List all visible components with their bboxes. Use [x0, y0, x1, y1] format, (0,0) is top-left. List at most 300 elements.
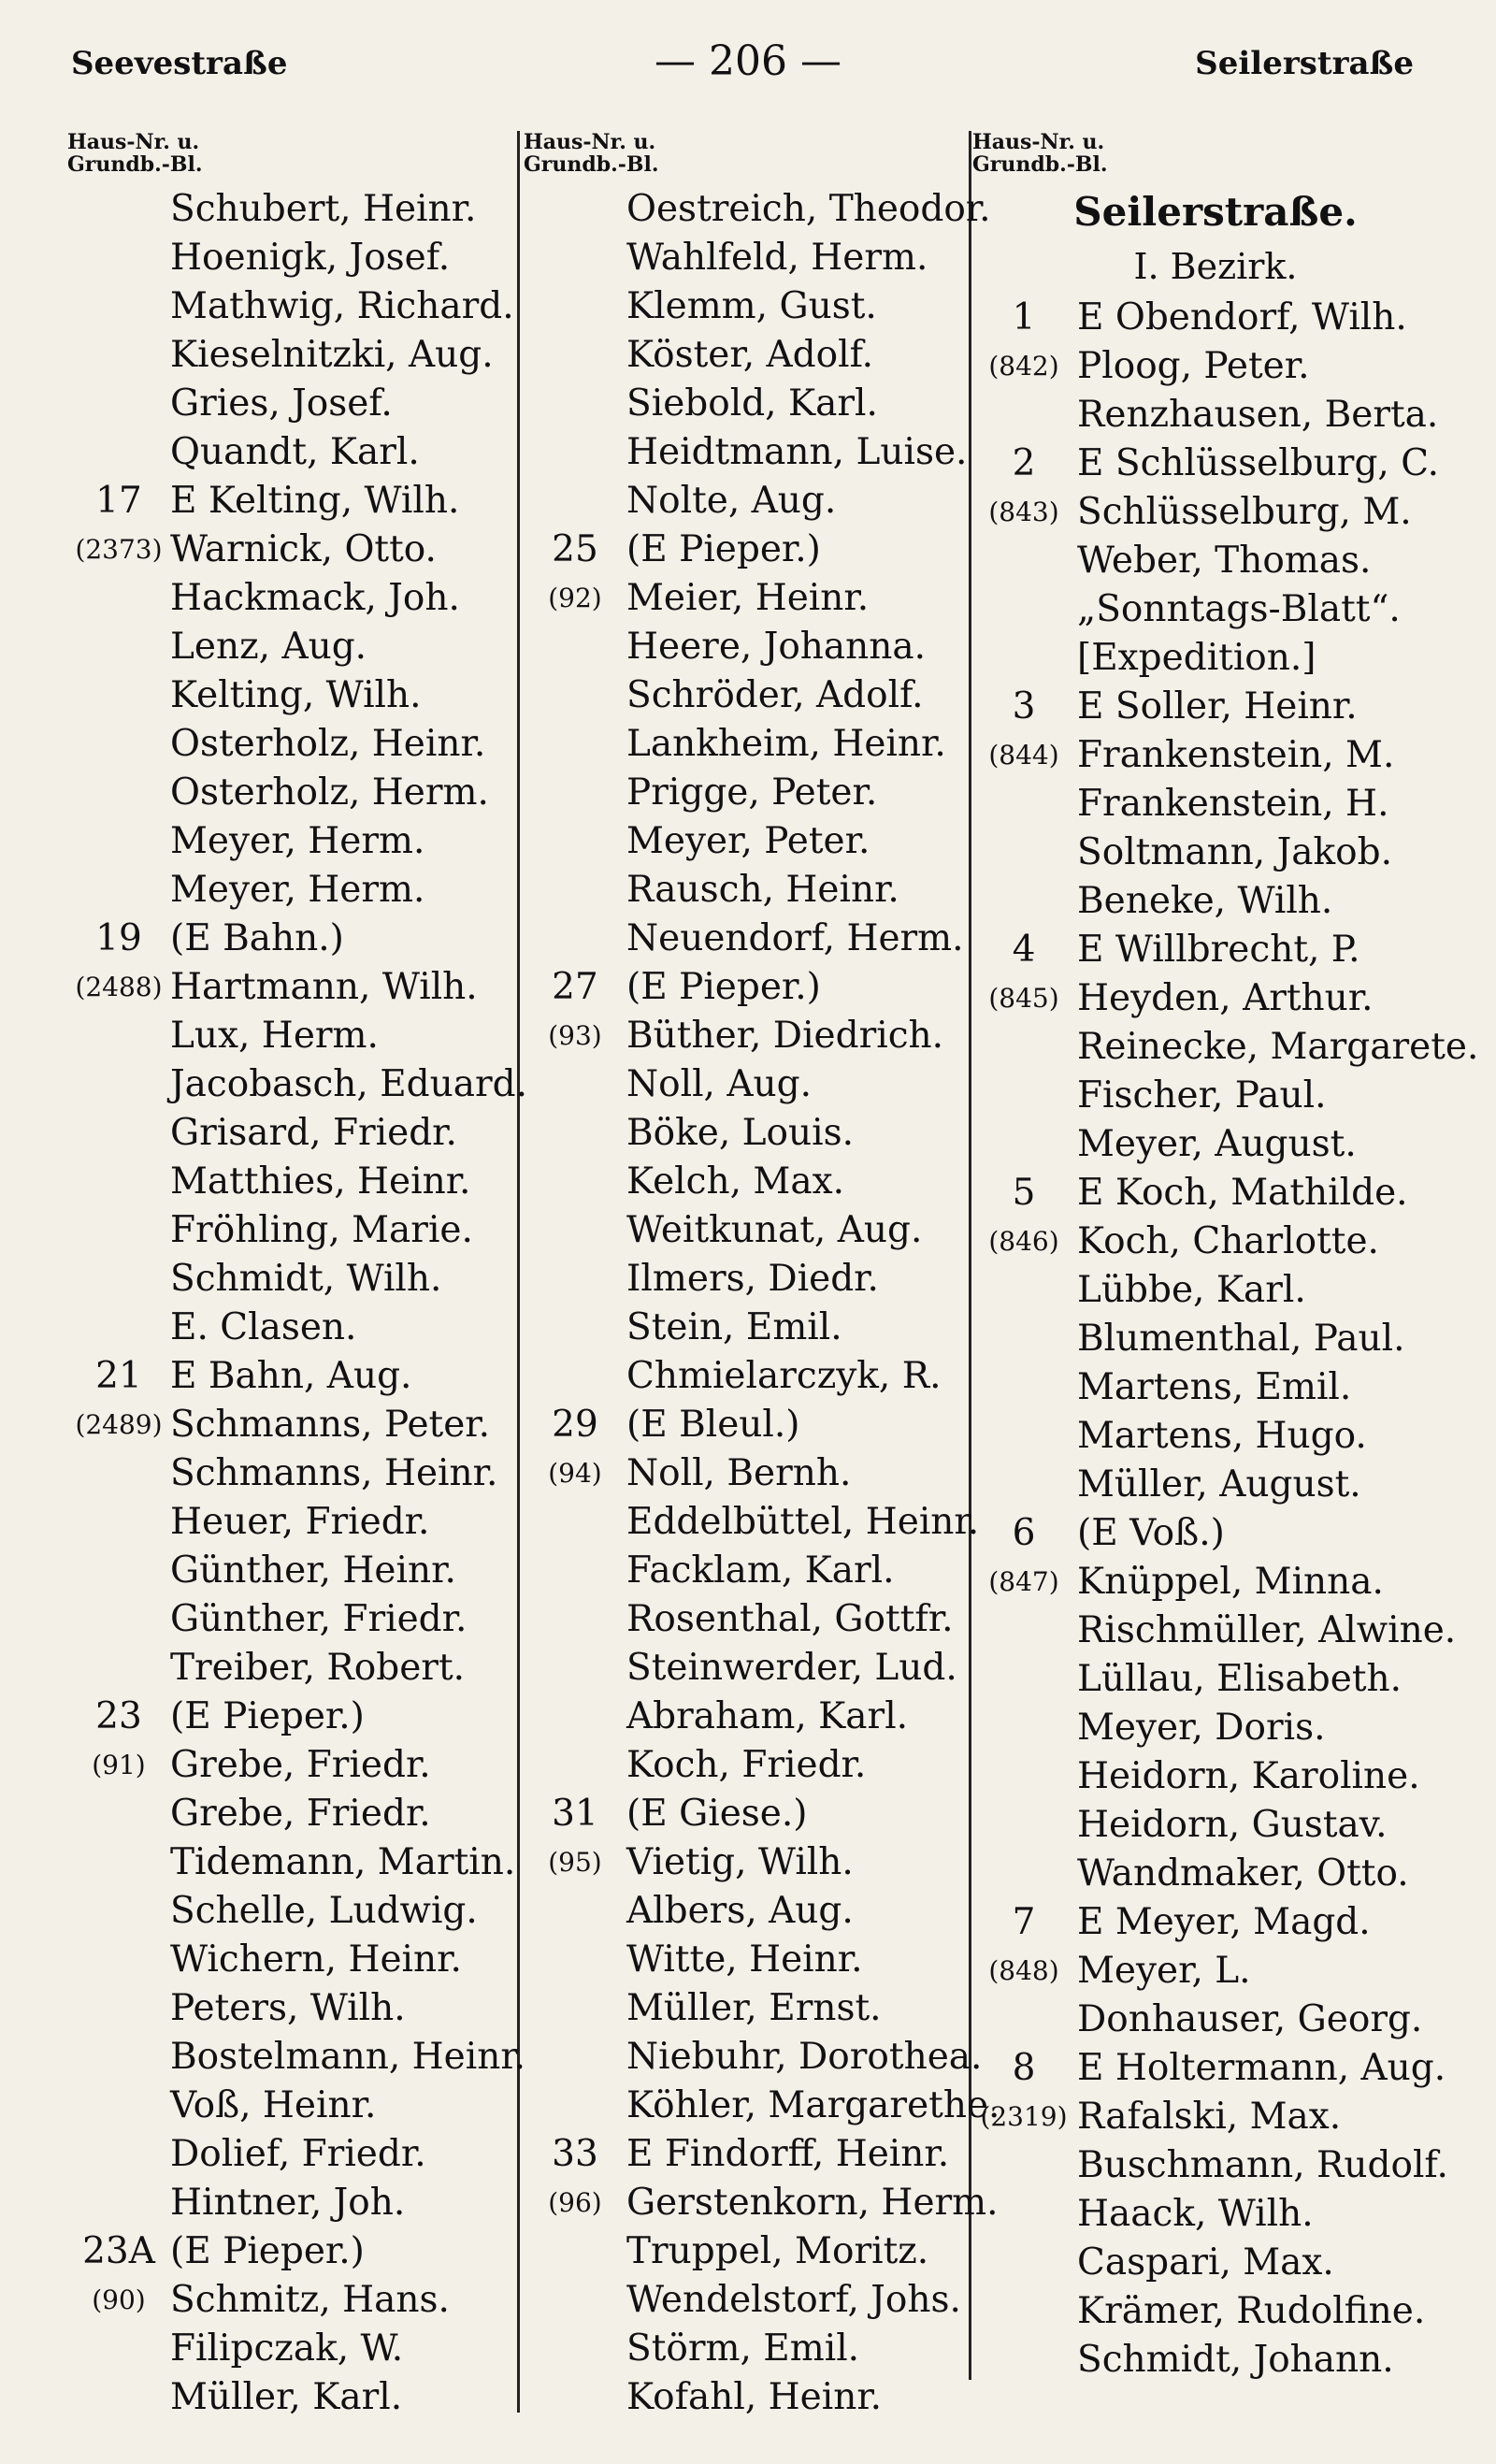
resident-name: Bostelmann, Heinr. — [170, 2036, 526, 2078]
resident-name: Haack, Wilh. — [1077, 2193, 1314, 2235]
directory-entry — [972, 877, 1459, 926]
directory-entry — [67, 2033, 535, 2082]
house-number: 1 — [1012, 296, 1036, 339]
resident-name: Hoenigk, Josef. — [170, 237, 451, 279]
directory-entry — [67, 1449, 535, 1498]
directory-entry — [524, 1158, 991, 1206]
house-number: 29 — [552, 1404, 598, 1446]
resident-name: (E Bleul.) — [626, 1404, 800, 1446]
directory-entry — [972, 634, 1459, 683]
resident-name: Meyer, Herm. — [170, 820, 425, 862]
directory-entry — [67, 1498, 535, 1547]
resident-name: Büther, Diedrich. — [626, 1015, 944, 1057]
resident-name: Noll, Bernh. — [626, 1452, 852, 1494]
directory-entry — [524, 1887, 991, 1936]
directory-entry — [524, 1012, 991, 1060]
house-number: 2 — [1012, 442, 1036, 484]
resident-name: Böke, Louis. — [626, 1112, 855, 1154]
resident-name: Kelch, Max. — [626, 1160, 844, 1203]
directory-entry — [67, 2325, 535, 2373]
resident-name: Hackmack, Joh. — [170, 577, 460, 619]
resident-name: Rosenthal, Gottfr. — [626, 1598, 954, 1640]
resident-name: Facklam, Karl. — [626, 1549, 895, 1592]
resident-name: Rafalski, Max. — [1077, 2096, 1342, 2138]
district-heading: I. Bezirk. — [1133, 246, 1298, 287]
resident-name: Koch, Charlotte. — [1077, 1220, 1379, 1262]
resident-name: Matthies, Heinr. — [170, 1160, 471, 1203]
resident-name: Ploog, Peter. — [1077, 345, 1310, 387]
resident-name: Kieselnitzki, Aug. — [170, 334, 494, 376]
directory-entry — [524, 720, 991, 769]
house-number: 33 — [552, 2133, 598, 2175]
directory-entry — [972, 2336, 1459, 2385]
directory-entry — [972, 488, 1459, 537]
resident-name: E Meyer, Magd. — [1077, 1901, 1371, 1943]
resident-name: (E Pieper.) — [626, 966, 821, 1008]
resident-name: E Willbrecht, P. — [1077, 929, 1360, 971]
directory-entry — [524, 2130, 991, 2179]
directory-entry — [972, 683, 1459, 731]
resident-name: Lenz, Aug. — [170, 626, 367, 668]
directory-entry — [67, 963, 535, 1012]
directory-entry — [972, 1023, 1479, 1072]
directory-entry — [524, 1741, 991, 1790]
directory-entry — [972, 1363, 1459, 1412]
directory-entry — [67, 1887, 535, 1936]
resident-name: Oestreich, Theodor. — [626, 188, 991, 230]
directory-entry — [972, 974, 1459, 1023]
land-register-number: (846) — [988, 1226, 1059, 1257]
resident-name: Günther, Heinr. — [170, 1549, 456, 1592]
resident-name: Jacobasch, Eduard. — [170, 1063, 528, 1105]
resident-name: E Findorff, Heinr. — [626, 2133, 950, 2175]
land-register-number: (844) — [988, 740, 1059, 771]
resident-name: Albers, Aug. — [626, 1890, 854, 1932]
directory-entry — [524, 915, 991, 963]
resident-name: Filipczak, W. — [170, 2327, 404, 2370]
resident-name: Neuendorf, Herm. — [626, 917, 964, 959]
resident-name: Heere, Johanna. — [626, 626, 927, 668]
resident-name: Quandt, Karl. — [170, 431, 420, 473]
directory-entry — [972, 1801, 1459, 1850]
directory-entry — [67, 2130, 535, 2179]
directory-entry — [524, 623, 991, 671]
directory-entry — [67, 1158, 535, 1206]
land-register-number: (92) — [548, 583, 602, 613]
column-header: Haus-Nr. u. Grundb.-Bl. — [972, 130, 1108, 177]
directory-entry — [67, 477, 535, 526]
directory-entry — [67, 1255, 535, 1304]
resident-name: Schubert, Heinr. — [170, 188, 477, 230]
directory-entry — [67, 428, 535, 477]
directory-entry — [972, 1752, 1459, 1801]
resident-name: Eddelbüttel, Heinr. — [626, 1501, 980, 1543]
directory-entry — [67, 1984, 535, 2033]
directory-entry — [524, 1984, 991, 2033]
house-number: 17 — [95, 480, 142, 522]
directory-entry — [67, 1401, 535, 1449]
resident-name: Schmanns, Heinr. — [170, 1452, 498, 1494]
directory-entry — [67, 1304, 535, 1352]
directory-entry — [524, 185, 991, 234]
directory-entry — [67, 2373, 535, 2422]
resident-name: (E Pieper.) — [170, 1695, 365, 1737]
directory-entry — [67, 1790, 535, 1838]
resident-name: Steinwerder, Lud. — [626, 1647, 957, 1689]
directory-entry — [524, 1206, 991, 1255]
directory-entry — [524, 1401, 991, 1449]
directory-entry — [524, 2179, 999, 2227]
running-head-right: Seilerstraße — [1195, 45, 1414, 82]
resident-name: Gries, Josef. — [170, 382, 393, 425]
directory-entry — [524, 331, 991, 380]
resident-name: Lübbe, Karl. — [1077, 1269, 1306, 1311]
resident-name: Meyer, L. — [1077, 1950, 1251, 1992]
resident-name: Schlüsselburg, M. — [1077, 491, 1412, 533]
resident-name: Hartmann, Wilh. — [170, 966, 478, 1008]
directory-entry — [972, 1072, 1459, 1120]
directory-entry — [524, 1936, 991, 1984]
directory-entry — [524, 817, 991, 866]
resident-name: Meyer, Doris. — [1077, 1707, 1326, 1749]
directory-entry — [972, 1266, 1459, 1315]
resident-name: Peters, Wilh. — [170, 1987, 406, 2029]
directory-entry — [67, 574, 535, 623]
resident-name: Müller, Karl. — [170, 2376, 403, 2418]
resident-name: Noll, Aug. — [626, 1063, 812, 1105]
directory-entry — [524, 1109, 991, 1158]
directory-entry — [524, 1255, 991, 1304]
directory-entry — [972, 294, 1459, 342]
resident-name: E Koch, Mathilde. — [1077, 1172, 1408, 1214]
resident-name: Grebe, Friedr. — [170, 1744, 431, 1786]
directory-entry — [67, 282, 535, 331]
resident-name: Weber, Thomas. — [1077, 540, 1372, 582]
resident-name: Schmitz, Hans. — [170, 2279, 450, 2321]
house-number: 25 — [552, 528, 598, 570]
resident-name: (E Pieper.) — [626, 528, 821, 570]
resident-name: Soltmann, Jakob. — [1077, 831, 1392, 873]
resident-name: [Expedition.] — [1077, 637, 1316, 679]
resident-name: Chmielarczyk, R. — [626, 1355, 942, 1397]
directory-entry — [524, 1060, 991, 1109]
directory-entry — [67, 915, 535, 963]
resident-name: Hintner, Joh. — [170, 2182, 406, 2224]
resident-name: Heidorn, Gustav. — [1077, 1804, 1388, 1846]
directory-entry — [524, 2227, 991, 2276]
directory-entry — [524, 2276, 991, 2325]
resident-name: Renzhausen, Berta. — [1077, 394, 1439, 436]
resident-name: Knüppel, Minna. — [1077, 1561, 1384, 1603]
resident-name: Krämer, Rudolfine. — [1077, 2290, 1426, 2332]
resident-name: E. Clasen. — [170, 1306, 357, 1348]
resident-name: Köster, Adolf. — [626, 334, 874, 376]
entry-list — [524, 185, 1000, 2422]
resident-name: Beneke, Wilh. — [1077, 880, 1333, 922]
directory-entry — [524, 2325, 991, 2373]
directory-entry — [524, 2033, 991, 2082]
directory-entry — [524, 866, 991, 915]
directory-entry — [67, 2276, 535, 2325]
directory-entry — [67, 1693, 535, 1741]
resident-name: Grebe, Friedr. — [170, 1793, 431, 1835]
resident-name: Siebold, Karl. — [626, 382, 878, 425]
directory-entry — [972, 2287, 1459, 2336]
resident-name: (E Voß.) — [1077, 1512, 1225, 1554]
directory-entry — [972, 1704, 1459, 1752]
resident-name: Heuer, Friedr. — [170, 1501, 430, 1543]
resident-name: Kofahl, Heinr. — [626, 2376, 883, 2418]
directory-entry — [972, 1412, 1459, 1461]
directory-entry — [524, 282, 991, 331]
house-number: 21 — [95, 1355, 142, 1397]
directory-entry — [524, 380, 991, 428]
resident-name: Heidtmann, Luise. — [626, 431, 968, 473]
directory-entry — [524, 1790, 991, 1838]
resident-name: Koch, Friedr. — [626, 1744, 867, 1786]
land-register-number: (2488) — [75, 972, 163, 1002]
land-register-number: (2489) — [75, 1409, 163, 1440]
directory-entry — [524, 1693, 991, 1741]
running-head-left: Seevestraße — [71, 45, 288, 82]
directory-entry — [972, 2093, 1459, 2141]
directory-entry — [67, 234, 535, 282]
directory-column-3 — [972, 130, 1479, 2385]
resident-name: Niebuhr, Dorothea. — [626, 2036, 983, 2078]
house-number: 3 — [1012, 685, 1036, 728]
directory-entry — [972, 1607, 1459, 1655]
land-register-number: (95) — [548, 1847, 602, 1878]
directory-entry — [972, 780, 1459, 829]
directory-entry — [67, 2082, 535, 2130]
directory-entry — [972, 1655, 1459, 1704]
directory-entry — [972, 1947, 1459, 1996]
directory-entry — [67, 1644, 535, 1693]
resident-name: Heidorn, Karoline. — [1077, 1755, 1420, 1797]
resident-name: Osterholz, Heinr. — [170, 723, 486, 765]
resident-name: E Schlüsselburg, C. — [1077, 442, 1440, 484]
resident-name: Weitkunat, Aug. — [626, 1209, 923, 1251]
land-register-number: (842) — [988, 351, 1059, 382]
directory-entry — [972, 585, 1459, 634]
resident-name: Müller, Ernst. — [626, 1987, 882, 2029]
directory-entry — [972, 1509, 1459, 1558]
resident-name: Grisard, Friedr. — [170, 1112, 457, 1154]
resident-name: Schröder, Adolf. — [626, 674, 924, 716]
resident-name: E Bahn, Aug. — [170, 1355, 412, 1397]
resident-name: Tidemann, Martin. — [170, 1841, 516, 1883]
resident-name: E Holtermann, Aug. — [1077, 2047, 1446, 2089]
resident-name: Warnick, Otto. — [170, 528, 437, 570]
directory-entry — [524, 1449, 991, 1498]
land-register-number: (96) — [548, 2187, 602, 2218]
resident-name: Meyer, Peter. — [626, 820, 870, 862]
directory-entry — [972, 439, 1459, 488]
house-number: 23 — [95, 1695, 142, 1737]
directory-entry — [524, 526, 991, 574]
directory-entry — [972, 731, 1459, 780]
resident-name: Vietig, Wilh. — [626, 1841, 854, 1883]
resident-name: Wandmaker, Otto. — [1077, 1852, 1409, 1895]
directory-entry — [67, 1012, 535, 1060]
land-register-number: (94) — [548, 1458, 602, 1489]
directory-entry — [972, 391, 1459, 439]
resident-name: Reinecke, Margarete. — [1077, 1026, 1479, 1068]
land-register-number: (2319) — [980, 2101, 1068, 2132]
directory-entry — [972, 1169, 1459, 1218]
directory-entry — [67, 1206, 535, 1255]
resident-name: Caspari, Max. — [1077, 2241, 1334, 2284]
house-number: 31 — [552, 1793, 598, 1835]
directory-entry — [524, 234, 991, 282]
directory-entry — [524, 1547, 991, 1595]
resident-name: Frankenstein, M. — [1077, 734, 1395, 776]
directory-entry — [972, 2044, 1459, 2093]
directory-column-2 — [524, 130, 1000, 2422]
resident-name: Abraham, Karl. — [626, 1695, 909, 1737]
land-register-number: (91) — [92, 1750, 146, 1780]
resident-name: Donhauser, Georg. — [1077, 1998, 1423, 2040]
resident-name: E Obendorf, Wilh. — [1077, 296, 1407, 339]
land-register-number: (848) — [988, 1955, 1059, 1986]
land-register-number: (93) — [548, 1020, 602, 1051]
resident-name: Schmidt, Wilh. — [170, 1258, 442, 1300]
land-register-number: (845) — [988, 983, 1059, 1014]
resident-name: Störm, Emil. — [626, 2327, 860, 2370]
directory-entry — [67, 866, 535, 915]
resident-name: Fischer, Paul. — [1077, 1074, 1327, 1117]
resident-name: Dolief, Friedr. — [170, 2133, 426, 2175]
resident-name: Wendelstorf, Johs. — [626, 2279, 961, 2321]
resident-name: (E Pieper.) — [170, 2230, 365, 2272]
directory-entry — [524, 1352, 991, 1401]
directory-entry — [972, 1898, 1459, 1947]
resident-name: Rischmüller, Alwine. — [1077, 1609, 1457, 1651]
directory-entry — [67, 817, 535, 866]
resident-name: Müller, August. — [1077, 1463, 1361, 1506]
resident-name: Buschmann, Rudolf. — [1077, 2144, 1448, 2186]
street-heading: Seilerstraße. — [1073, 189, 1358, 235]
land-register-number: (90) — [92, 2284, 146, 2315]
directory-entry — [524, 1498, 991, 1547]
resident-name: Köhler, Margarethe. — [626, 2084, 1000, 2126]
land-register-number: (843) — [988, 497, 1059, 527]
directory-entry — [67, 1352, 535, 1401]
directory-entry — [524, 2082, 1000, 2130]
directory-entry — [67, 380, 535, 428]
directory-entry — [67, 623, 535, 671]
entry-list — [67, 185, 535, 2422]
directory-entry — [972, 1996, 1459, 2044]
resident-name: Meier, Heinr. — [626, 577, 870, 619]
resident-name: Schelle, Ludwig. — [170, 1890, 478, 1932]
house-number: 23A — [82, 2230, 155, 2272]
resident-name: Wahlfeld, Herm. — [626, 237, 928, 279]
resident-name: Klemm, Gust. — [626, 285, 877, 327]
directory-entry — [67, 769, 535, 817]
house-number: 8 — [1012, 2047, 1036, 2089]
directory-entry — [67, 671, 535, 720]
directory-entry — [524, 428, 991, 477]
page-number: — 206 — — [654, 37, 842, 85]
column-header: Haus-Nr. u. Grundb.-Bl. — [524, 130, 659, 177]
directory-entry — [972, 537, 1459, 585]
resident-name: Treiber, Robert. — [170, 1647, 466, 1689]
resident-name: Frankenstein, H. — [1077, 783, 1389, 825]
resident-name: Günther, Friedr. — [170, 1598, 468, 1640]
resident-name: Kelting, Wilh. — [170, 674, 422, 716]
resident-name: Meyer, August. — [1077, 1123, 1357, 1165]
directory-entry — [67, 720, 535, 769]
directory-entry — [972, 926, 1459, 974]
resident-name: E Kelting, Wilh. — [170, 480, 460, 522]
land-register-number: (847) — [988, 1566, 1059, 1597]
directory-entry — [524, 477, 991, 526]
resident-name: Lüllau, Elisabeth. — [1077, 1658, 1402, 1700]
directory-entry — [524, 574, 991, 623]
directory-entry — [67, 2179, 535, 2227]
directory-entry — [67, 526, 535, 574]
directory-entry — [67, 1741, 535, 1790]
resident-name: Gerstenkorn, Herm. — [626, 2182, 999, 2224]
directory-entry — [524, 1595, 991, 1644]
resident-name: Witte, Heinr. — [626, 1938, 863, 1981]
directory-entry — [524, 1304, 991, 1352]
directory-entry — [67, 331, 535, 380]
directory-entry — [67, 1936, 535, 1984]
directory-entry — [524, 1644, 991, 1693]
resident-name: Osterholz, Herm. — [170, 771, 489, 814]
directory-entry — [524, 963, 991, 1012]
resident-name: Fröhling, Marie. — [170, 1209, 473, 1251]
resident-name: Meyer, Herm. — [170, 869, 425, 911]
resident-name: Lankheim, Heinr. — [626, 723, 946, 765]
resident-name: E Soller, Heinr. — [1077, 685, 1358, 728]
directory-entry — [67, 1109, 535, 1158]
resident-name: Martens, Hugo. — [1077, 1415, 1367, 1457]
directory-entry — [972, 2141, 1459, 2190]
house-number: 27 — [552, 966, 598, 1008]
house-number: 5 — [1012, 1172, 1036, 1214]
directory-entry — [67, 1595, 535, 1644]
column-header: Haus-Nr. u. Grundb.-Bl. — [67, 130, 203, 177]
resident-name: Schmanns, Peter. — [170, 1404, 491, 1446]
directory-entry — [524, 1838, 991, 1887]
house-number: 6 — [1012, 1512, 1036, 1554]
directory-entry — [524, 769, 991, 817]
directory-entry — [524, 2373, 991, 2422]
resident-name: Stein, Emil. — [626, 1306, 842, 1348]
directory-entry — [67, 185, 535, 234]
resident-name: Blumenthal, Paul. — [1077, 1318, 1405, 1360]
entry-list — [972, 294, 1479, 2385]
directory-entry — [972, 829, 1459, 877]
resident-name: Prigge, Peter. — [626, 771, 878, 814]
directory-entry — [972, 1120, 1459, 1169]
resident-name: Wichern, Heinr. — [170, 1938, 462, 1981]
directory-entry — [67, 2227, 535, 2276]
resident-name: Heyden, Arthur. — [1077, 977, 1374, 1019]
directory-entry — [67, 1547, 535, 1595]
resident-name: (E Bahn.) — [170, 917, 344, 959]
house-number: 19 — [95, 917, 142, 959]
directory-entry — [67, 1838, 535, 1887]
directory-entry — [67, 1060, 535, 1109]
resident-name: Schmidt, Johann. — [1077, 2339, 1394, 2381]
directory-entry — [524, 671, 991, 720]
directory-entry — [972, 1218, 1459, 1266]
resident-name: Rausch, Heinr. — [626, 869, 899, 911]
